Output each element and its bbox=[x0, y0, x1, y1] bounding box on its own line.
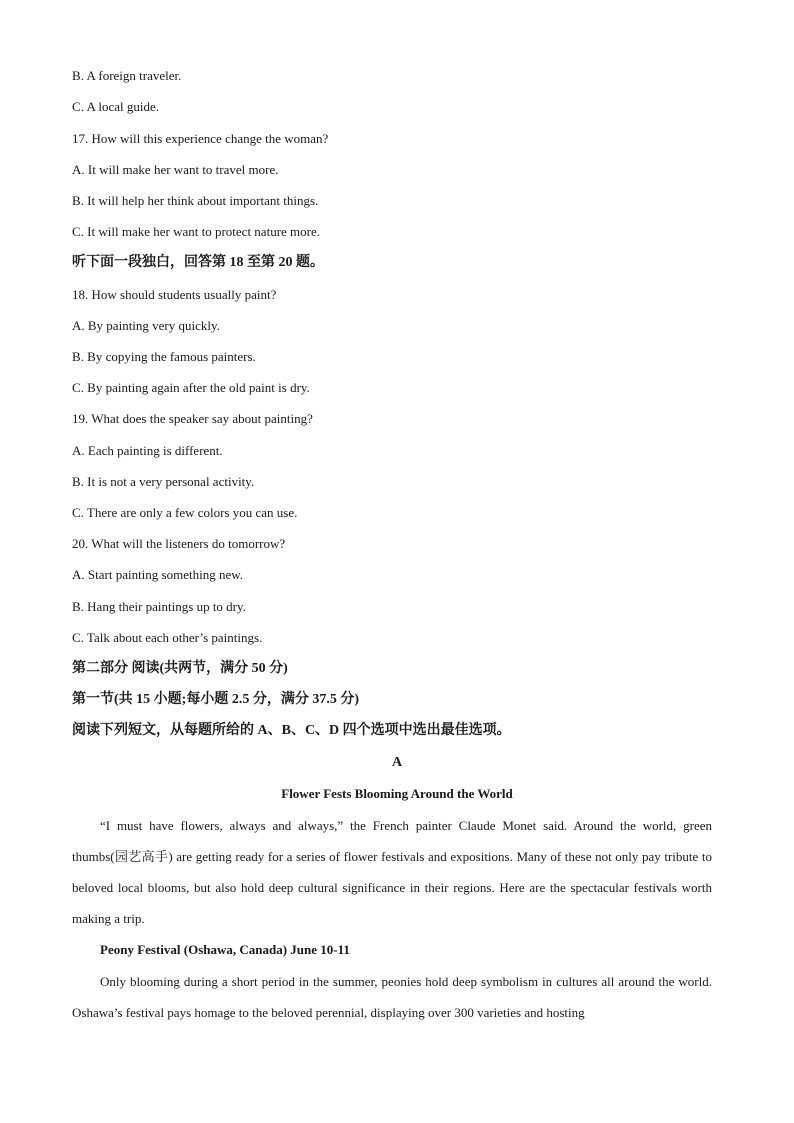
q18-option-b: B. By copying the famous painters. bbox=[72, 349, 256, 364]
q19-option-b: B. It is not a very personal activity. bbox=[72, 474, 255, 489]
reading-section-title: 第一节(共 15 小题;每小题 2.5 分，满分 37.5 分) bbox=[72, 692, 359, 707]
passage-letter: A bbox=[391, 755, 403, 770]
q17-option-c: C. It will make her want to protect nature more. bbox=[72, 224, 321, 239]
q17-question: 17. How will this experience change the woman? bbox=[72, 131, 329, 146]
reading-part-title: 第二部分 阅读(共两节，满分 50 分) bbox=[72, 661, 288, 676]
q18-option-c: C. By painting again after the old paint is dry. bbox=[72, 380, 310, 395]
q19-question: 19. What does the speaker say about painting? bbox=[72, 411, 313, 426]
q20-option-c: C. Talk about each other’s paintings. bbox=[72, 630, 263, 645]
q20-question: 20. What will the listeners do tomorrow? bbox=[72, 536, 286, 551]
passage-paragraph-2: Only blooming during a short period in the summer, peonies hold deep symbolism in cultures all around the world. Oshawa’s festival pays homage to the beloved perennial, displaying over 300 varieties and hosting bbox=[72, 974, 712, 1020]
q18-question: 18. How should students usually paint? bbox=[72, 287, 277, 302]
passage-paragraph-1: “I must have flowers, always and always,” the French painter Claude Monet said. Around the world, green thumbs(园艺高手) are getting ready for a series of flower festivals and expositions. Many of these not only pay tribute to beloved local blooms, but also hold deep cultural significance in their regions. Here are the spectacular festivals worth making a trip. bbox=[72, 818, 712, 926]
passage-title: Flower Fests Blooming Around the World bbox=[281, 786, 513, 801]
monologue-instruction: 听下面一段独白，回答第 18 至第 20 题。 bbox=[72, 255, 324, 270]
q18-option-a: A. By painting very quickly. bbox=[72, 318, 220, 333]
q20-option-b: B. Hang their paintings up to dry. bbox=[72, 599, 246, 614]
q16-option-c: C. A local guide. bbox=[72, 99, 160, 114]
q19-option-a: A. Each painting is different. bbox=[72, 443, 223, 458]
passage-subheading-peony: Peony Festival (Oshawa, Canada) June 10-11 bbox=[100, 942, 350, 957]
q19-option-c: C. There are only a few colors you can use. bbox=[72, 505, 298, 520]
q17-option-b: B. It will help her think about important things. bbox=[72, 193, 319, 208]
q17-option-a: A. It will make her want to travel more. bbox=[72, 162, 279, 177]
reading-instruction: 阅读下列短文，从每题所给的 A、B、C、D 四个选项中选出最佳选项。 bbox=[72, 723, 511, 738]
q20-option-a: A. Start painting something new. bbox=[72, 567, 244, 582]
q16-option-b: B. A foreign traveler. bbox=[72, 68, 182, 83]
